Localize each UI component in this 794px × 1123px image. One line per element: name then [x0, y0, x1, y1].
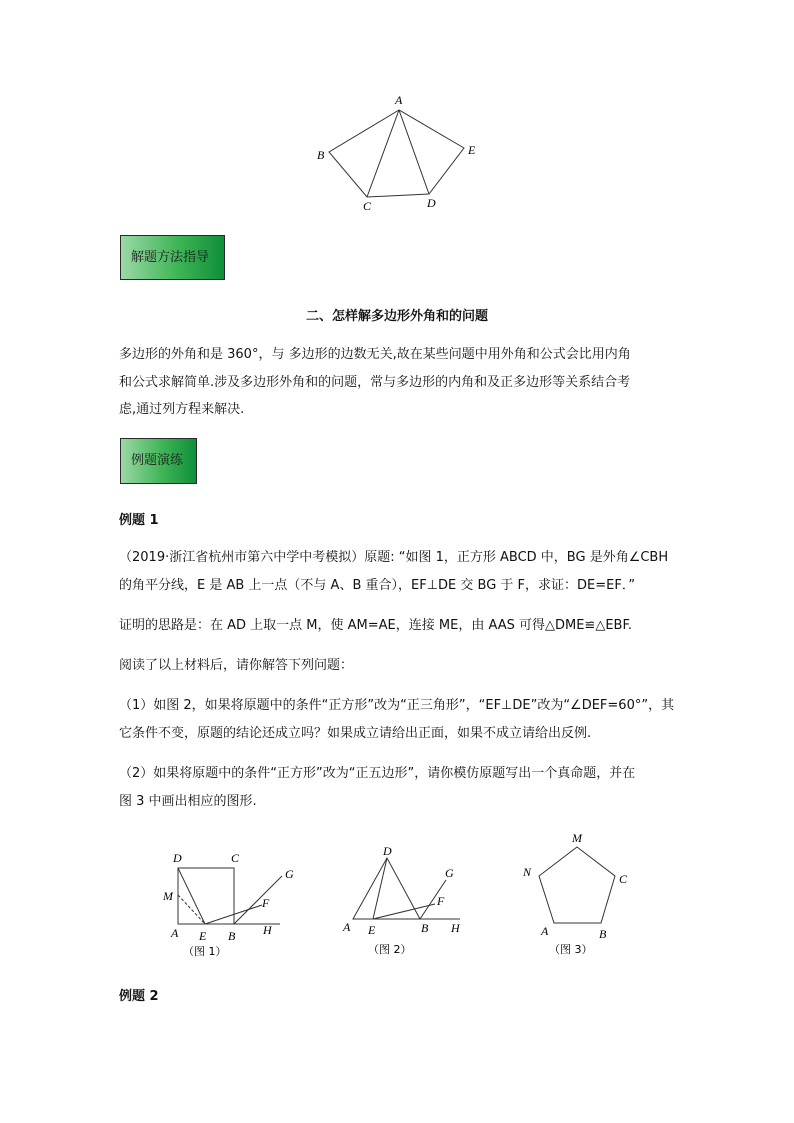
label-E: E [468, 143, 476, 157]
fig2-label-F: F [437, 894, 445, 908]
intro-line-1: 多边形的外角和是 360°，与 多边形的边数无关,故在某些问题中用外角和公式会比用内角 [119, 347, 631, 362]
question-1 [119, 692, 679, 747]
fig3-caption: （图 3） [549, 943, 593, 956]
fig2-label-B: B [421, 921, 429, 935]
example1-title: 例题 1 [119, 513, 159, 528]
fig1-caption: （图 1） [183, 945, 227, 958]
fig3-label-B: B [599, 927, 607, 941]
question-2 [119, 760, 679, 815]
method-guide-tag [120, 235, 225, 280]
section-title: 二、怎样解多边形外角和的问题 [305, 309, 488, 324]
label-B: B [317, 148, 325, 162]
problem-line-1: （2019·浙江省杭州市第六中学中考模拟）原题: “如图 1，正方形 ABCD 中，BG 是外角∠CBH [119, 550, 669, 565]
label-D: D [427, 196, 436, 210]
method-guide-label: 解题方法指导 [131, 250, 210, 265]
q2-line-2: 图 3 中画出相应的图形. [119, 793, 257, 809]
fig3-label-M: M [572, 831, 582, 845]
fig2-caption: （图 2） [368, 943, 412, 956]
fig2-label-E: E [368, 923, 376, 937]
figure-1 [160, 840, 310, 965]
figure-2 [335, 840, 470, 965]
problem-line-2: 的角平分线，E 是 AB 上一点（不与 A、B 重合），EF⊥DE 交 BG 于 F，求证：DE=EF．” [119, 577, 636, 593]
fig1-label-D: D [173, 851, 182, 865]
fig1-label-E: E [199, 929, 207, 943]
fig2-label-G: G [445, 866, 454, 880]
intro-paragraph [119, 341, 679, 424]
fig1-label-B: B [228, 929, 236, 943]
intro-line-3: 虑,通过列方程来解决. [119, 402, 245, 417]
fig2-label-A: A [343, 920, 351, 934]
q2-line-1: （2）如果将原题中的条件“正方形”改为“正五边形”，请你模仿原题写出一个真命题，并在 [119, 766, 636, 781]
fig2-label-D: D [383, 844, 392, 858]
fig1-label-C: C [231, 851, 240, 865]
fig1-label-F: F [262, 896, 270, 910]
label-C: C [363, 199, 372, 213]
fig1-label-H: H [263, 923, 272, 937]
proof-hint: 证明的思路是：在 AD 上取一点 M，使 AM=AE，连接 ME，由 AAS 可得△DME≌△EBF. [119, 618, 632, 633]
fig1-label-M: M [163, 889, 173, 903]
fig3-label-N: N [523, 865, 532, 879]
figure-3 [515, 825, 640, 965]
intro-line-2: 和公式求解简单.涉及多边形外角和的问题，常与多边形的内角和及正多边形等关系结合考 [119, 374, 631, 390]
example-practice-label: 例题演练 [131, 453, 184, 468]
fig3-label-A: A [541, 924, 549, 938]
label-A: A [395, 93, 403, 107]
fig2-label-H: H [451, 921, 460, 935]
fig1-label-A: A [171, 926, 179, 940]
example1-problem [119, 544, 679, 599]
example-practice-tag [120, 438, 197, 484]
fig3-label-C: C [619, 872, 628, 886]
q1-line-1: （1）如图 2，如果将原题中的条件“正方形”改为“正三角形”，“EF⊥DE”改为“∠DEF=60°”，其 [119, 698, 675, 713]
fig1-label-G: G [285, 867, 294, 881]
q1-line-2: 它条件不变，原题的结论还成立吗？如果成立请给出正面，如果不成立请给出反例. [119, 725, 592, 741]
read-prompt: 阅读了以上材料后，请你解答下列问题： [119, 658, 354, 673]
example2-title: 例题 2 [119, 989, 159, 1004]
pentagon-figure-top [300, 90, 500, 215]
